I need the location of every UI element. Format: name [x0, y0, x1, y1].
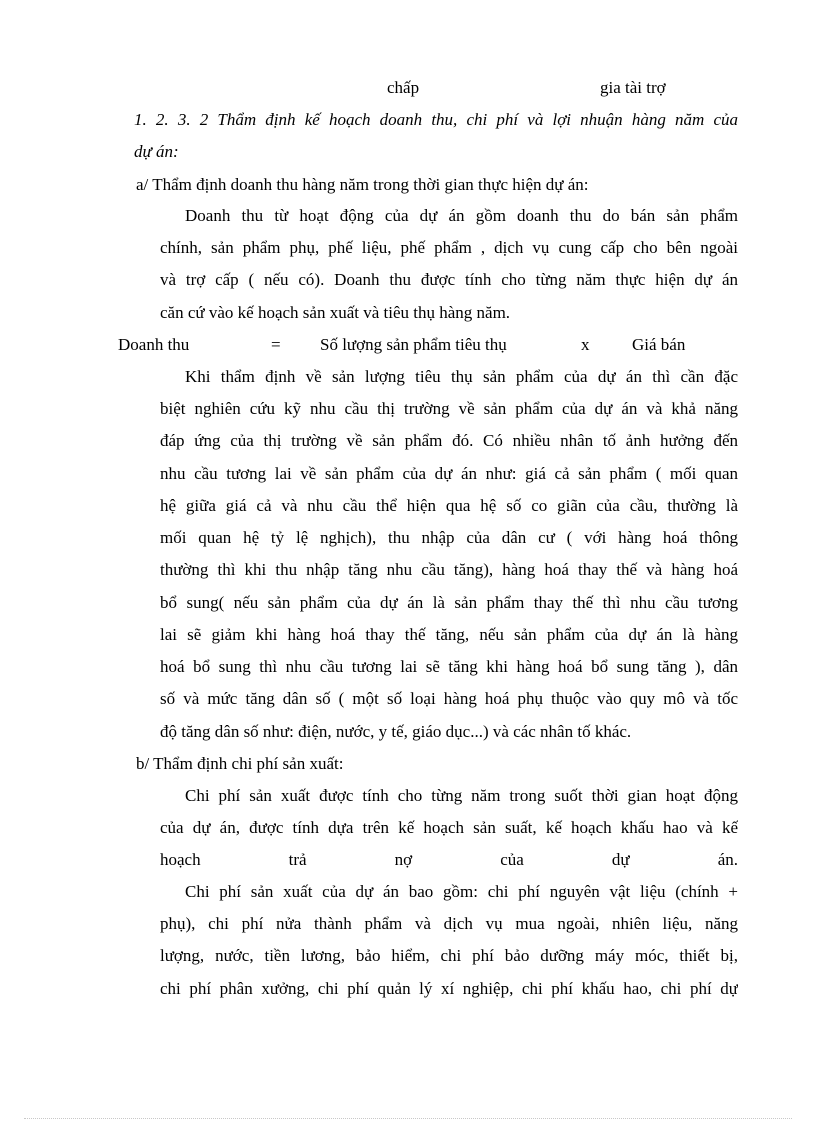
paragraph-line: hoạch trả nợ của dự án.	[160, 850, 738, 869]
paragraph-line: và trợ cấp ( nếu có). Doanh thu được tính cho từng năm thực hiện dự án	[160, 270, 738, 289]
paragraph-line: thường thì khi thu nhập tăng nhu cầu tăng), hàng hoá thay thế và hàng hoá	[160, 560, 738, 579]
section-heading-line: 1. 2. 3. 2 Thẩm định kế hoạch doanh thu, chi phí và lợi nhuận hàng năm của	[134, 110, 738, 129]
paragraph-line: đáp ứng của thị trường về sản phẩm đó. Có nhiều nhân tố ảnh hưởng đến	[160, 431, 738, 450]
paragraph-line: chính, sản phẩm phụ, phế liệu, phế phẩm , dịch vụ cung cấp cho bên ngoài	[160, 238, 738, 257]
paragraph-line: của dự án, được tính dựa trên kế hoạch sản suất, kế hoạch khấu hao và kế	[160, 818, 738, 837]
section-heading-line: dự án:	[134, 142, 179, 161]
subsection-a-title: a/ Thẩm định doanh thu hàng năm trong thời gian thực hiện dự án:	[136, 175, 589, 194]
paragraph-line: lai sẽ giảm khi hàng hoá thay thế tăng, nếu sản phẩm của dự án là hàng	[160, 625, 738, 644]
paragraph-line: mối quan hệ tỷ lệ nghịch), thu nhập của dân cư ( với hàng hoá thông	[160, 528, 738, 547]
paragraph-line: số và mức tăng dân số ( một số loại hàng hoá phụ thuộc vào quy mô và tốc	[160, 689, 738, 708]
paragraph-line: phụ), chi phí nửa thành phẩm và dịch vụ mua ngoài, nhiên liệu, năng	[160, 914, 738, 933]
paragraph-line: Khi thẩm định về sản lượng tiêu thụ sản phẩm của dự án thì cần đặc	[185, 367, 738, 386]
formula-lhs: Doanh thu	[118, 335, 190, 354]
paragraph-line: hoá bổ sung thì nhu cầu tương lai sẽ tăng khi hàng hoá bổ sung tăng ), dân	[160, 657, 738, 676]
paragraph-line: độ tăng dân số như: điện, nước, y tế, giáo dục...) và các nhân tố khác.	[160, 722, 632, 741]
top-fragment-left: chấp	[387, 78, 420, 97]
paragraph-line: chi phí phân xưởng, chi phí quản lý xí nghiệp, chi phí khấu hao, chi phí dự	[160, 979, 738, 998]
paragraph-line: lượng, nước, tiền lương, bảo hiểm, chi phí bảo dưỡng máy móc, thiết bị,	[160, 946, 738, 965]
formula-term-price: Giá bán	[632, 335, 686, 354]
subsection-b-title: b/ Thẩm định chi phí sản xuất:	[136, 754, 344, 773]
paragraph-line: nhu cầu tương lai về sản phẩm của dự án như: giá cả sản phẩm ( mối quan	[160, 464, 738, 483]
paragraph-line: hệ giữa giá cả và nhu cầu thể hiện qua hệ số co giãn của cầu, thường là	[160, 496, 738, 515]
formula-term-quantity: Số lượng sản phẩm tiêu thụ	[320, 335, 507, 354]
paragraph-line: Doanh thu từ hoạt động của dự án gồm doanh thu do bán sản phẩm	[185, 206, 738, 225]
paragraph-line: Chi phí sản xuất được tính cho từng năm trong suốt thời gian hoạt động	[185, 786, 738, 805]
paragraph-line: bổ sung( nếu sản phẩm của dự án là sản phẩm thay thế thì nhu cầu tương	[160, 593, 738, 612]
paragraph-line: Chi phí sản xuất của dự án bao gồm: chi phí nguyên vật liệu (chính +	[185, 882, 738, 901]
top-fragment-right: gia tài trợ	[600, 78, 666, 97]
formula-multiply: x	[581, 335, 590, 354]
page-bottom-divider	[24, 1118, 792, 1119]
formula-equals: =	[271, 335, 281, 354]
paragraph-line: biệt nghiên cứu kỹ nhu cầu thị trường về sản phẩm của dự án và khả năng	[160, 399, 738, 418]
paragraph-line: căn cứ vào kế hoạch sản xuất và tiêu thụ hàng năm.	[160, 303, 511, 322]
